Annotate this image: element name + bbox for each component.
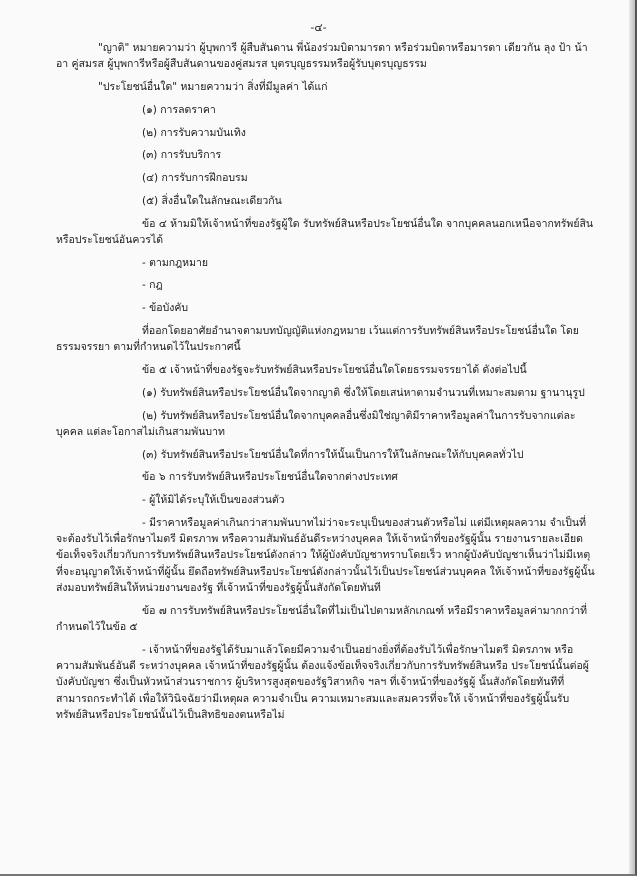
clause-5-item-2: (๒) รับทรัพย์สินหรือประโยชน์อื่นใดจากบุคคลอื่นซึ่งมิใช่ญาติมีราคาหรือมูลค่าในการรับจากแต่ละบุคคล แต่ละโอกาสไม่เกินสามพันบาท xyxy=(56,409,576,438)
benefit-item-2: (๒) การรับความบันเทิง xyxy=(142,126,246,139)
definition-relative: "ญาติ" หมายความว่า ผู้บุพการี ผู้สืบสันดาน พี่น้องร่วมบิดามารดา หรือร่วมบิดาหรือมารดา เดียวกัน ลุง ป้า น้า อา คู่สมรส ผู้บุพการีหรือผู้สืบสันดานของคู่สมรส บุตรบุญธรรมหรือผู้รับบุตรบุญธรรม xyxy=(56,42,588,71)
clause-7: ข้อ ๗ การรับทรัพย์สินหรือประโยชน์อื่นใดที่ไม่เป็นไปตามหลักเกณฑ์ หรือมีราคาหรือมูลค่ามากกว่าที่กำหนดไว้ในข้อ ๕ xyxy=(56,604,588,633)
clause-5: ข้อ ๕ เจ้าหน้าที่ของรัฐจะรับทรัพย์สินหรือประโยชน์อื่นใดโดยธรรมจรรยาได้ ดังต่อไปนี้ xyxy=(142,363,527,376)
clause-7-bullet: - เจ้าหน้าที่ของรัฐได้รับมาแล้วโดยมีความจำเป็นอย่างยิ่งที่ต้องรับไว้เพื่อรักษาไมตรี มิตรภาพ หรือความสัมพันธ์อันดี ระหว่างบุคคล เจ้าหน้าที่ของรัฐผู้นั้น ต้องแจ้งข้อเท็จจริงเกี่ยวกับการรับทรัพย์สินหรือ ประโยชน์นั้นต่อผู้บังคับบัญชา ซึ่งเป็นหัวหน้าส่วนราชการ ผู้บริหารสูงสุดของรัฐวิสาหกิจ ฯลฯ ที่เจ้าหน้าที่ของรัฐผู้ นั้นสังกัดโดยทันทีที่สามารถกระทำได้ เพื่อให้วินิจฉัยว่ามีเหตุผล ความจำเป็น ความเหมาะสมและสมควรที่จะให้ เจ้าหน้าที่ของรัฐผู้นั้นรับทรัพย์สินหรือประโยชน์นั้นไว้เป็นสิทธิของตนหรือไม่ xyxy=(56,643,589,721)
clause-5-item-3: (๓) รับทรัพย์สินหรือประโยชน์อื่นใดที่การให้นั้นเป็นการให้ในลักษณะให้กับบุคคลทั่วไป xyxy=(142,448,524,461)
clause-6-bullet-1: - ผู้ให้มิได้ระบุให้เป็นของส่วนตัว xyxy=(142,494,285,507)
benefit-item-5: (๕) สิ่งอื่นใดในลักษณะเดียวกัน xyxy=(142,194,282,207)
clause-6-bullet-2: - มีราคาหรือมูลค่าเกินกว่าสามพันบาทไม่ว่าจะระบุเป็นของส่วนตัวหรือไม่ แต่มีเหตุผลความ จำเป็นที่จะต้องรับไว้เพื่อรักษาไมตรี มิตรภาพ หรือความสัมพันธ์อันดีระหว่างบุคคล ให้เจ้าหน้าที่ของรัฐผู้นั้น รายงานรายละเอียดข้อเท็จจริงเกี่ยวกับการรับทรัพย์สินหรือประโยชน์ดังกล่าว ให้ผู้บังคับบัญชาทราบโดยเร็ว หากผู้บังคับบัญชาเห็นว่าไม่มีเหตุที่จะอนุญาตให้เจ้าหน้าที่ผู้นั้น ยึดถือทรัพย์สินหรือประโยชน์ดังกล่าวนั้นไว้เป็นประโยชน์ส่วนบุคคล ให้เจ้าหน้าที่ของรัฐผู้นั้นส่งมอบทรัพย์สินให้หน่วยงานของรัฐ ที่เจ้าหน้าที่ของรัฐผู้นั้นสังกัดโดยทันที xyxy=(56,516,595,594)
page-number: -๔- xyxy=(310,21,327,34)
clause-4: ข้อ ๔ ห้ามมิให้เจ้าหน้าที่ของรัฐผู้ใด รับทรัพย์สินหรือประโยชน์อื่นใด จากบุคคลนอกเหนือจากทรัพย์สินหรือประโยชน์อันควรได้ xyxy=(56,217,594,246)
benefit-item-1: (๑) การลดราคา xyxy=(142,103,216,116)
document-body xyxy=(56,40,596,730)
clause-6: ข้อ ๖ การรับทรัพย์สินหรือประโยชน์อื่นใดจากต่างประเทศ xyxy=(142,471,398,484)
clause-4-regulation: - ข้อบังคับ xyxy=(142,302,189,315)
scan-edge-shadow xyxy=(629,0,635,874)
definition-other-benefit: "ประโยชน์อื่นใด" หมายความว่า สิ่งที่มีมูลค่า ได้แก่ xyxy=(98,81,328,94)
clause-4-continuation: ที่ออกโดยอาศัยอำนาจตามบทบัญญัติแห่งกฎหมาย เว้นแต่การรับทรัพย์สินหรือประโยชน์อื่นใด โดยธรรมจรรยา ตามที่กำหนดไว้ในประกาศนี้ xyxy=(56,324,579,354)
benefit-item-3: (๓) การรับบริการ xyxy=(142,149,222,162)
clause-5-item-1: (๑) รับทรัพย์สินหรือประโยชน์อื่นใดจากญาติ ซึ่งให้โดยเสน่หาตามจำนวนที่เหมาะสมตาม ฐานานุรูป xyxy=(142,386,585,399)
benefit-item-4: (๔) การรับการฝึกอบรม xyxy=(142,172,248,185)
clause-4-law: - ตามกฎหมาย xyxy=(142,256,209,269)
clause-4-rule: - กฎ xyxy=(142,279,163,292)
